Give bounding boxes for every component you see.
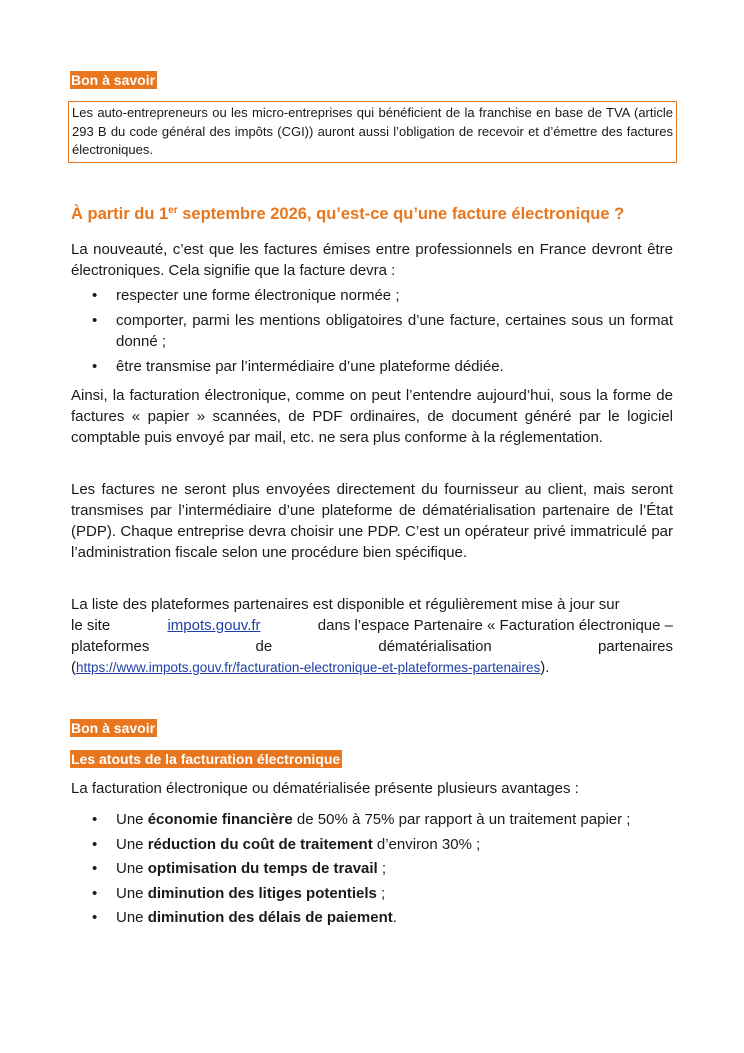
para4-line-2 bbox=[71, 615, 673, 636]
info-box bbox=[68, 101, 677, 163]
advantages-intro: La facturation électronique ou dématérialisée présente plusieurs avantages : bbox=[71, 780, 579, 797]
subtag-label: Les atouts de la facturation électronique bbox=[71, 751, 341, 767]
list-item bbox=[71, 834, 673, 855]
word-de: de bbox=[255, 638, 273, 655]
title-prefix: À partir du 1 bbox=[71, 205, 169, 223]
para4-line-4 bbox=[71, 657, 673, 678]
le-site-text: le site bbox=[71, 617, 111, 634]
item-pre: Une bbox=[116, 811, 148, 828]
item-post: . bbox=[392, 909, 397, 926]
open-paren: ( bbox=[71, 659, 76, 676]
bon-a-savoir-tag-2 bbox=[70, 719, 157, 738]
list-item: • comporter, parmi les mentions obligatoires d’une facture, certaines sous un format donné ; bbox=[71, 310, 673, 352]
section-title bbox=[71, 203, 624, 225]
atouts-tag bbox=[70, 750, 342, 769]
impots-link[interactable]: impots.gouv.fr bbox=[167, 617, 261, 634]
item-post: ; bbox=[376, 884, 386, 902]
para4-line-1 bbox=[71, 594, 673, 615]
item-pre: Une bbox=[116, 860, 148, 877]
info-box-text: Les auto-entrepreneurs ou les micro-entreprises qui bénéficient de la franchise en base de TVA (article 293 B du code général des impôts (CGI)) auront aussi l’obligation de recevoir et d’émettre des factures électroniques. bbox=[72, 105, 673, 157]
title-suffix: septembre 2026, qu’est-ce qu’une facture électronique ? bbox=[177, 205, 625, 223]
requirements-list bbox=[71, 285, 673, 377]
para4-line1-text: La liste des plateformes partenaires est disponible et régulièrement mise à jour sur bbox=[71, 596, 620, 613]
item-bold: diminution des litiges potentiels bbox=[147, 884, 377, 902]
tag-label: Bon à savoir bbox=[71, 72, 156, 88]
item-pre: Une bbox=[116, 835, 148, 853]
list-item bbox=[71, 883, 673, 904]
tag-label: Bon à savoir bbox=[71, 720, 156, 736]
item-bold: économie financière bbox=[147, 811, 293, 828]
paragraph-platforms bbox=[71, 594, 673, 678]
close-paren: ). bbox=[540, 659, 550, 676]
item-bold: diminution des délais de paiement bbox=[147, 909, 393, 926]
list-item: • respecter une forme électronique normée ; bbox=[71, 285, 673, 306]
item-post: d’environ 30% ; bbox=[372, 835, 481, 853]
paragraph-pdp: Les factures ne seront plus envoyées directement du fournisseur au client, mais seront transmises par l’intermédiaire d’une plateforme de dématérialisation partenaire de l’État (PDP). Chaque entreprise devra choisir une PDP. C’est un opérateur privé immatriculé par l’administration fiscale selon une procédure bien spécifique. bbox=[71, 481, 673, 561]
list-item: • être transmise par l’intermédiaire d’une plateforme dédiée. bbox=[71, 356, 673, 377]
item-pre: Une bbox=[116, 884, 148, 902]
word-plateformes: plateformes bbox=[71, 638, 150, 655]
after-link-text: dans l’espace Partenaire « Facturation électronique – bbox=[317, 617, 673, 634]
intro-paragraph: La nouveauté, c’est que les factures émises entre professionnels en France devront être électroniques. Cela signifie que la facture devra : bbox=[71, 241, 673, 279]
para4-line-3 bbox=[71, 636, 673, 657]
item-post: de 50% à 75% par rapport à un traitement papier ; bbox=[292, 811, 631, 828]
item-bold: optimisation du temps de travail bbox=[147, 860, 378, 877]
bon-a-savoir-tag-1 bbox=[70, 71, 157, 90]
item-post: ; bbox=[377, 860, 387, 877]
advantages-list bbox=[71, 809, 673, 928]
item-bold: réduction du coût de traitement bbox=[147, 835, 373, 853]
list-item bbox=[71, 858, 673, 879]
title-sup: er bbox=[168, 205, 178, 216]
word-partenaires: partenaires bbox=[597, 638, 673, 655]
item-pre: Une bbox=[116, 909, 148, 926]
list-item bbox=[71, 907, 673, 928]
platforms-url-link[interactable]: https://www.impots.gouv.fr/facturation-electronique-et-plateformes-partenaires bbox=[76, 660, 541, 675]
paragraph-conformity: Ainsi, la facturation électronique, comme on peut l’entendre aujourd’hui, sous la forme de factures « papier » scannées, de PDF ordinaires, de document généré par le logiciel comptable puis envoyé par mail, etc. ne sera plus conforme à la réglementation. bbox=[71, 387, 673, 446]
list-item bbox=[71, 809, 673, 830]
word-dematerialisation: dématérialisation bbox=[378, 638, 492, 655]
